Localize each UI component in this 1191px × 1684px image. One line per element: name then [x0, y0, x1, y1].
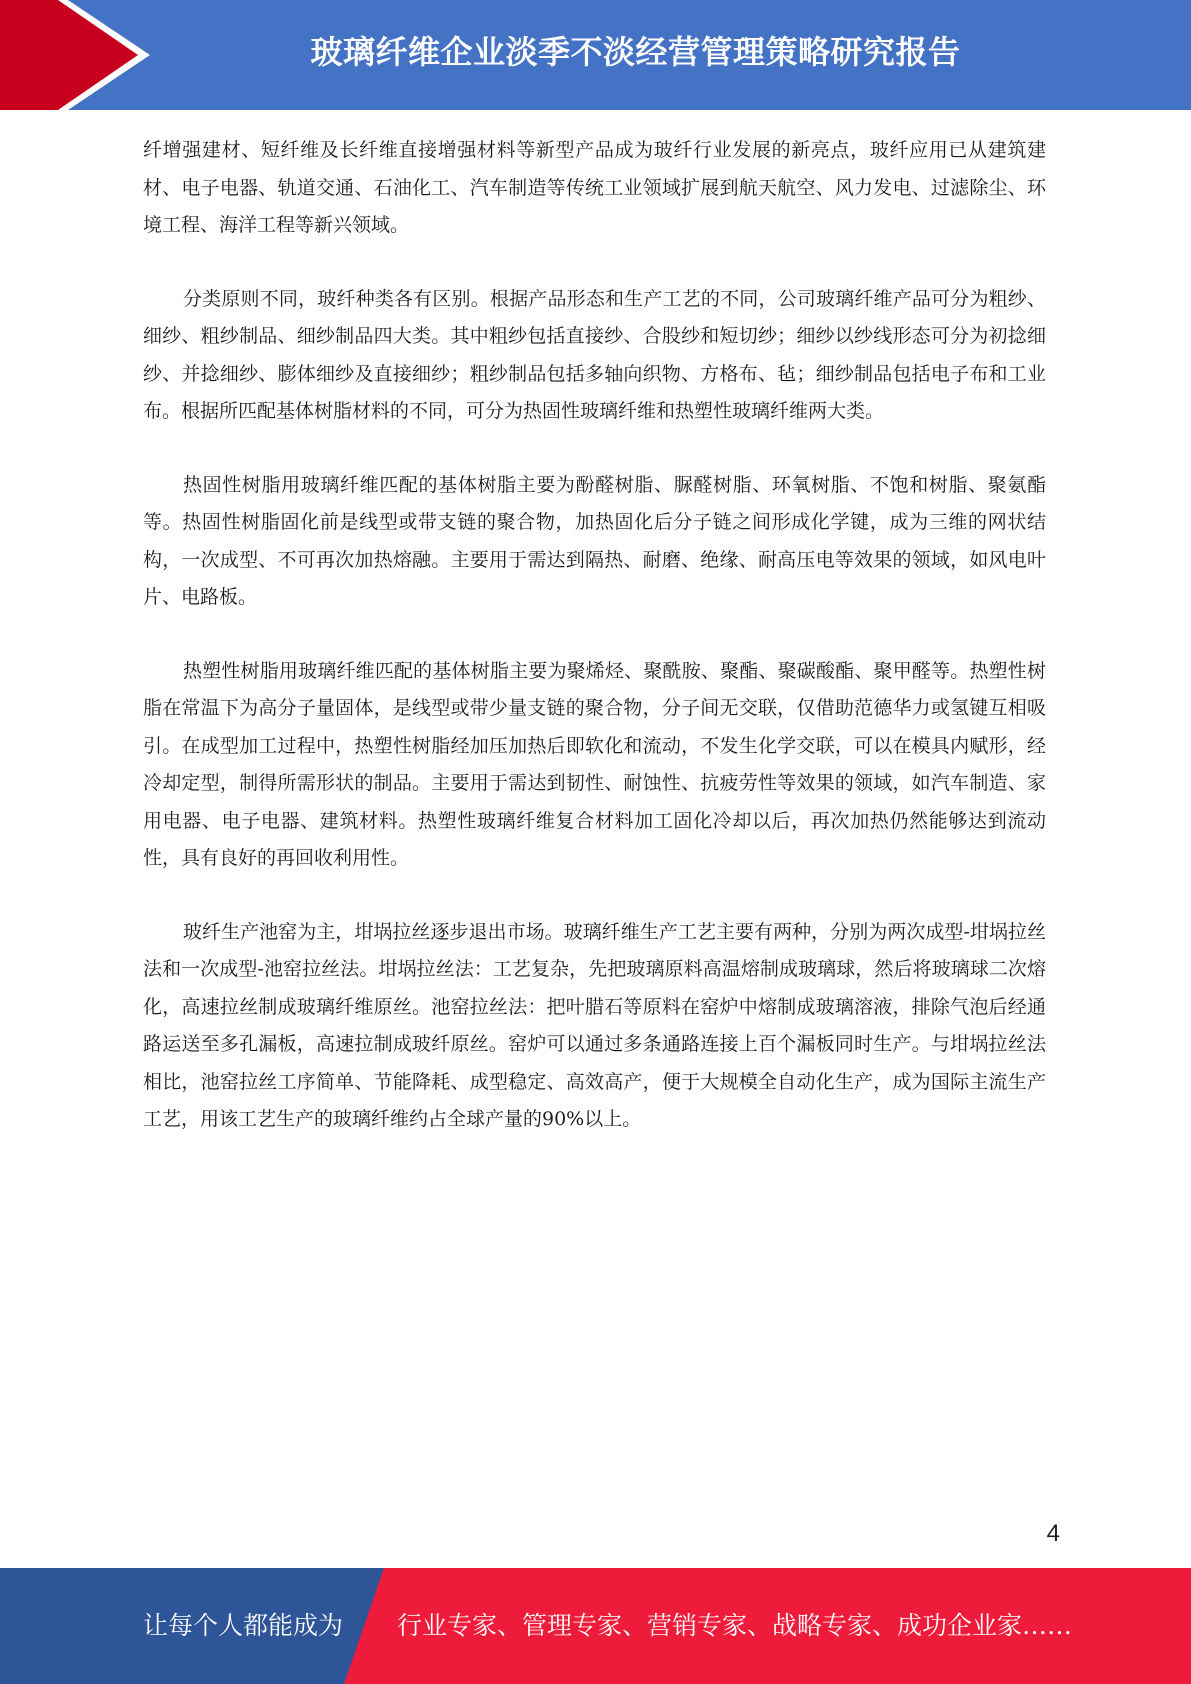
page-number: 4 — [1046, 1520, 1060, 1547]
footer-slogan-left: 让每个人都能成为 — [143, 1611, 344, 1640]
body-text — [143, 132, 1046, 1175]
paragraph-3: 热固性树脂用玻璃纤维匹配的基体树脂主要为酚醛树脂、脲醛树脂、环氧树脂、不饱和树脂、聚氨酯等。热固性树脂固化前是线型或带支链的聚合物，加热固化后分子链之间形成化学键，成为三维的网状结构，一次成型、不可再次加热熔融。主要用于需达到隔热、耐磨、绝缘、耐高压电等效果的领域，如风电叶片、电路板。 — [143, 473, 1046, 608]
footer-slogan-right: 行业专家、管理专家、营销专家、战略专家、成功企业家…… — [397, 1611, 1073, 1640]
header-banner — [0, 0, 1191, 110]
footer-banner — [0, 1568, 1191, 1684]
paragraph-2: 分类原则不同，玻纤种类各有区别。根据产品形态和生产工艺的不同，公司玻璃纤维产品可分为粗纱、细纱、粗纱制品、细纱制品四大类。其中粗纱包括直接纱、合股纱和短切纱；细纱以纱线形态可分为初捻细纱、并捻细纱、膨体细纱及直接细纱；粗纱制品包括多轴向织物、方格布、毡；细纱制品包括电子布和工业布。根据所匹配基体树脂材料的不同，可分为热固性玻璃纤维和热塑性玻璃纤维两大类。 — [143, 287, 1046, 422]
paragraph-1: 纤增强建材、短纤维及长纤维直接增强材料等新型产品成为玻纤行业发展的新亮点，玻纤应用已从建筑建材、电子电器、轨道交通、石油化工、汽车制造等传统工业领域扩展到航天航空、风力发电、过滤除尘、环境工程、海洋工程等新兴领域。 — [143, 139, 1046, 236]
paragraph-5: 玻纤生产池窑为主，坩埚拉丝逐步退出市场。玻璃纤维生产工艺主要有两种，分别为两次成型-坩埚拉丝法和一次成型-池窑拉丝法。坩埚拉丝法：工艺复杂，先把玻璃原料高温熔制成玻璃球，然后将玻璃球二次熔化，高速拉丝制成玻璃纤维原丝。池窑拉丝法：把叶腊石等原料在窑炉中熔制成玻璃溶液，排除气泡后经通路运送至多孔漏板，高速拉制成玻纤原丝。窑炉可以通过多条通路连接上百个漏板同时生产。与坩埚拉丝法相比，池窑拉丝工序简单、节能降耗、成型稳定、高效高产，便于大规模全自动化生产，成为国际主流生产工艺，用该工艺生产的玻璃纤维约占全球产量的90%以上。 — [143, 920, 1046, 1130]
report-title: 玻璃纤维企业淡季不淡经营管理策略研究报告 — [310, 33, 961, 71]
paragraph-4: 热塑性树脂用玻璃纤维匹配的基体树脂主要为聚烯烃、聚酰胺、聚酯、聚碳酸酯、聚甲醛等。热塑性树脂在常温下为高分子量固体，是线型或带少量支链的聚合物，分子间无交联，仅借助范德华力或氢键互相吸引。在成型加工过程中，热塑性树脂经加压加热后即软化和流动，不发生化学交联，可以在模具内赋形，经冷却定型，制得所需形状的制品。主要用于需达到韧性、耐蚀性、抗疲劳性等效果的领域，如汽车制造、家用电器、电子电器、建筑材料。热塑性玻璃纤维复合材料加工固化冷却以后，再次加热仍然能够达到流动性，具有良好的再回收利用性。 — [143, 659, 1046, 869]
